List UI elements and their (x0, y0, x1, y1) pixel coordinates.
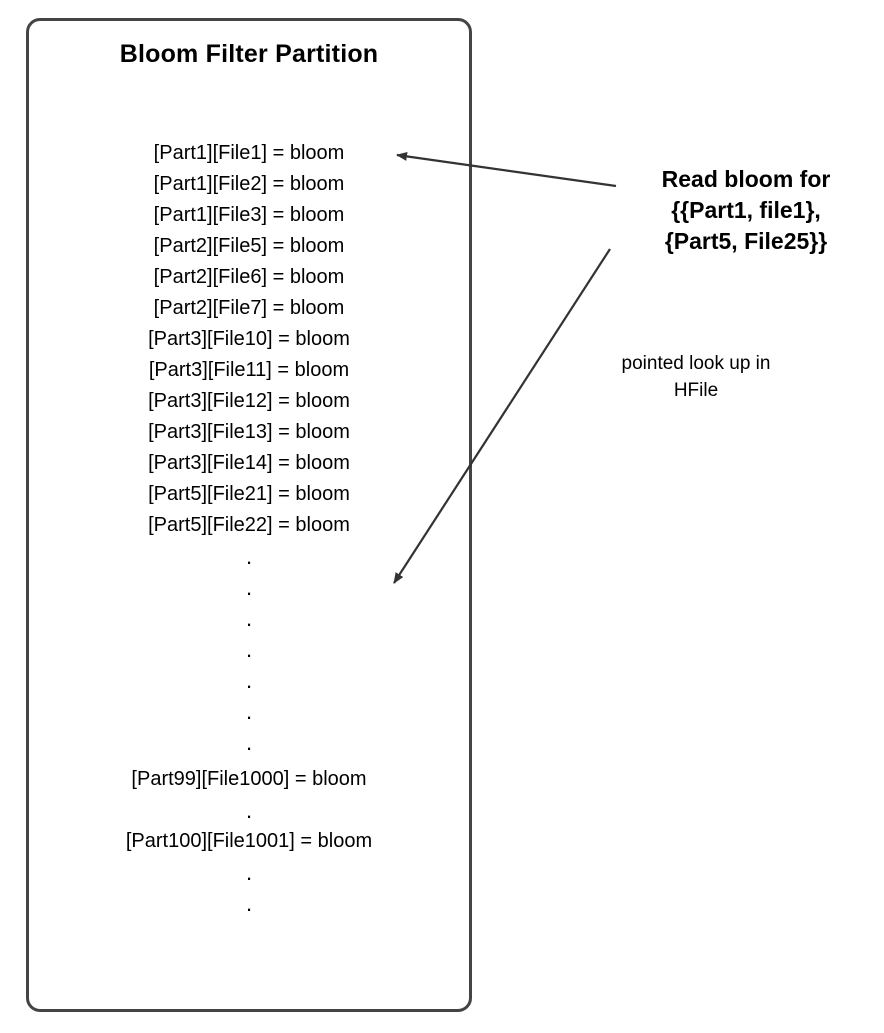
list-item: [Part3][File10] = bloom (148, 328, 350, 350)
ellipsis-dot: . (245, 606, 253, 631)
list-item: [Part2][File7] = bloom (153, 297, 345, 319)
note-line-2: HFile (673, 380, 719, 401)
list-item: [Part5][File22] = bloom (148, 514, 350, 536)
ellipsis-dot: . (245, 699, 253, 724)
list-item: [Part99][File1000] = bloom (131, 768, 367, 790)
note-line-1: pointed look up in (621, 353, 771, 374)
ellipsis-dot: . (245, 730, 253, 755)
list-item: [Part2][File5] = bloom (153, 235, 345, 257)
callout-line-2: {{Part1, file1}, (671, 197, 821, 223)
bloom-entry-list (26, 138, 472, 919)
ellipsis-dot: . (245, 668, 253, 693)
read-bloom-callout (612, 164, 880, 257)
list-item: [Part3][File14] = bloom (148, 452, 350, 474)
ellipsis-dot: . (245, 637, 253, 662)
callout-line-1: Read bloom for (661, 166, 831, 192)
list-item: [Part2][File6] = bloom (153, 266, 345, 288)
partition-box-title: Bloom Filter Partition (119, 40, 379, 68)
list-item: [Part1][File1] = bloom (153, 142, 345, 164)
list-item: [Part3][File11] = bloom (148, 359, 350, 381)
list-item: [Part100][File1001] = bloom (125, 830, 373, 852)
ellipsis-dot: . (245, 544, 253, 569)
ellipsis-dot: . (245, 891, 253, 916)
list-item: [Part3][File13] = bloom (148, 421, 350, 443)
pointed-lookup-note (572, 350, 820, 404)
list-item: [Part1][File2] = bloom (153, 173, 345, 195)
ellipsis-dot: . (245, 798, 253, 823)
list-item: [Part1][File3] = bloom (153, 204, 345, 226)
ellipsis-dot: . (245, 575, 253, 600)
ellipsis-dot: . (245, 860, 253, 885)
list-item: [Part5][File21] = bloom (148, 483, 350, 505)
list-item: [Part3][File12] = bloom (148, 390, 350, 412)
callout-line-3: {Part5, File25}} (664, 228, 828, 254)
